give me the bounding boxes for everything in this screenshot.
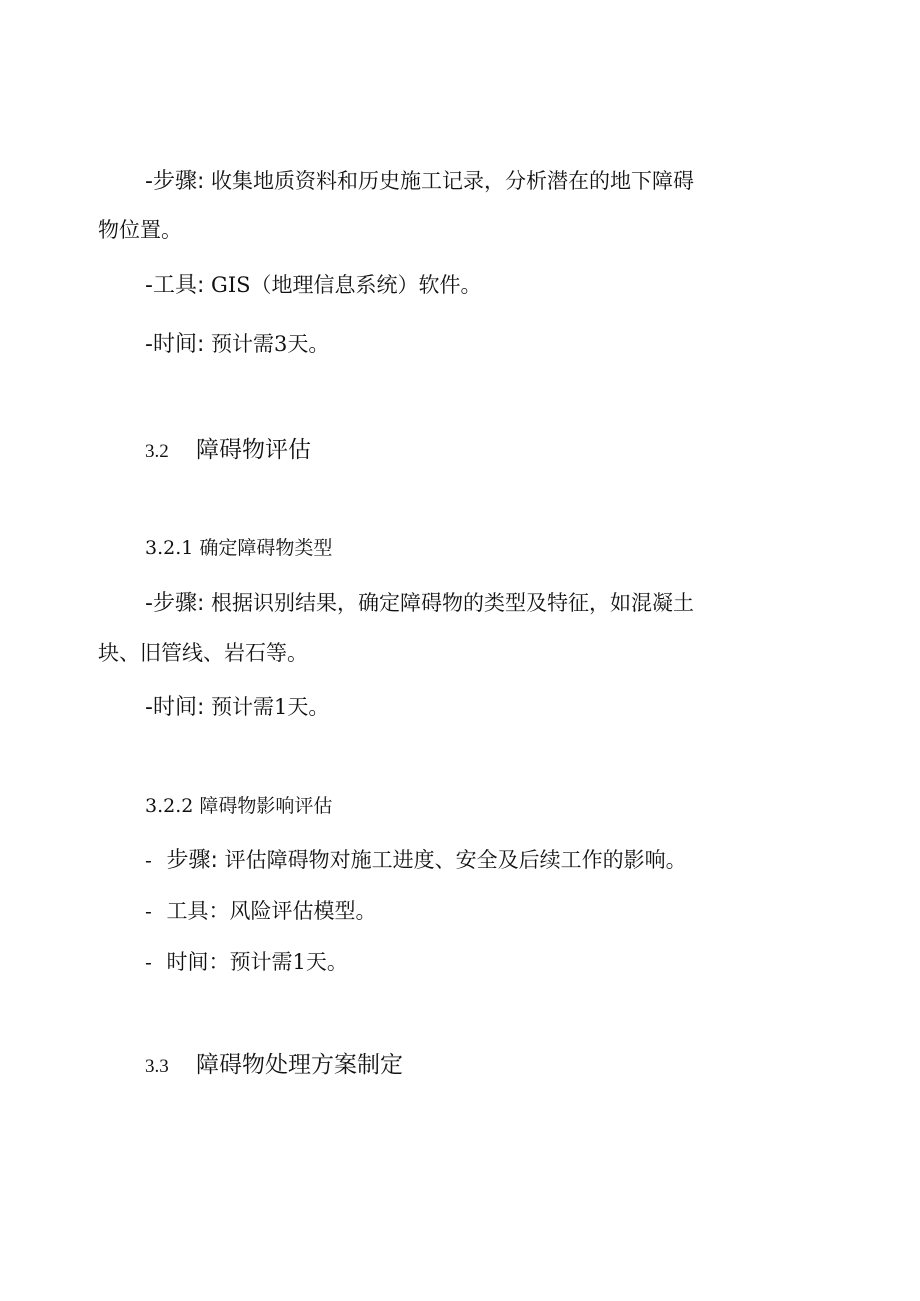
time-label: -时间: [145,332,205,357]
time-item [145,692,329,723]
section-title: 障碍物处理方案制定 [196,1052,403,1078]
step-label: -步骤: [145,169,205,194]
step-text: 评估障碍物对施工进度、安全及后续工作的影响。 [224,848,687,872]
section-title: 障碍物评估 [196,437,311,463]
list-dash: - [145,901,152,923]
step-text: 根据识别结果，确定障碍物的类型及特征，如混凝土 [211,591,695,615]
section-heading-3-3 [145,1049,403,1083]
step-label: 步骤: [166,848,218,873]
step-item [145,845,687,876]
step-item [145,166,694,197]
section-heading-3-2 [145,434,311,468]
time-item [145,947,348,978]
time-text: 预计需1天。 [211,695,330,719]
step-text-continuation: 物位置。 [98,218,182,242]
time-text: 预计需3天。 [211,332,330,356]
tool-item [145,270,482,301]
time-label: -时间: [145,695,205,720]
section-number: 3.2 [145,441,169,462]
subsection-heading-3-2-1: 3.2.1 确定障碍物类型 [145,537,333,559]
step-item [145,588,694,619]
list-dash: - [145,850,152,872]
time-text: 时间：预计需1天。 [166,950,348,974]
subsection-heading-3-2-2: 3.2.2 障碍物影响评估 [145,795,333,817]
step-label: -步骤: [145,591,205,616]
step-item-continuation [98,638,308,668]
tool-label: -工具: [145,273,205,298]
step-text: 收集地质资料和历史施工记录，分析潜在的地下障碍 [211,169,695,193]
tool-item [145,896,377,927]
step-item-continuation [98,215,182,245]
list-dash: - [145,952,152,974]
tool-text: 工具：风险评估模型。 [166,899,377,923]
step-text-continuation: 块、旧管线、岩石等。 [98,641,308,665]
tool-text: GIS（地理信息系统）软件。 [211,273,482,297]
section-number: 3.3 [145,1056,169,1077]
time-item [145,329,329,360]
